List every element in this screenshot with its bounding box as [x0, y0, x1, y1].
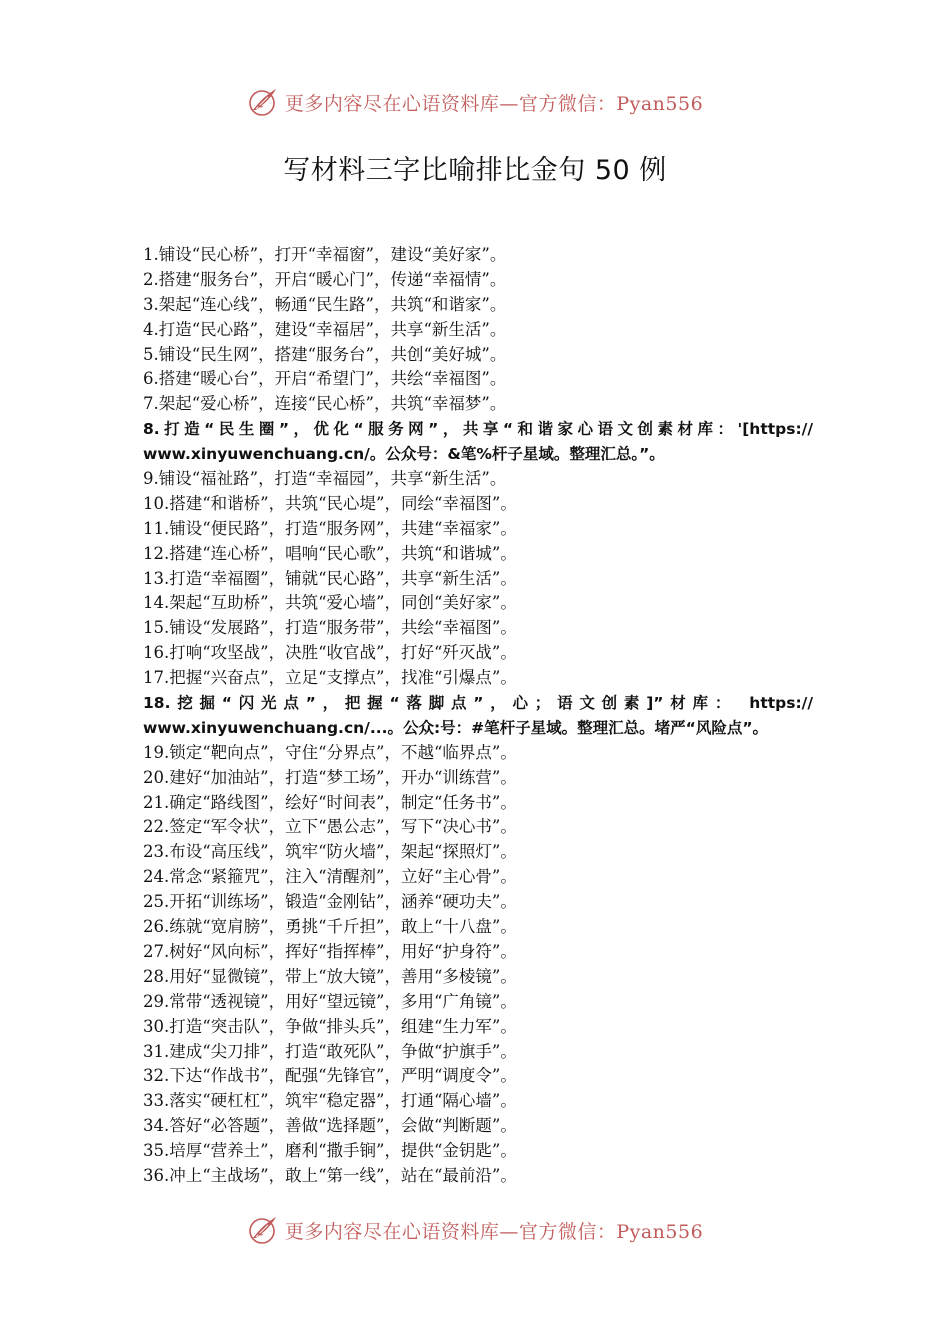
list-item: 6.搭建“暖心台”，开启“希望门”，共绘“幸福图”。 [143, 369, 507, 389]
list-item: 2.搭建“服务台”，开启“暖心门”，传递“幸福情”。 [143, 269, 507, 289]
content-list [143, 243, 813, 1189]
list-item: 20.建好“加油站”，打造“梦工场”，开办“训练营”。 [143, 767, 517, 787]
list-item: 26.练就“宽肩膀”，勇挑“千斤担”，敢上“十八盘”。 [143, 917, 517, 937]
list-item: 11.铺设“便民路”，打造“服务网”，共建“幸福家”。 [143, 518, 517, 538]
list-item: 14.架起“互助桥”，共筑“爱心墙”，同创“美好家”。 [143, 593, 517, 613]
list-item: 19.锁定“靶向点”，守住“分界点”，不越“临界点”。 [143, 742, 517, 762]
list-item: 9.铺设“福祉路”，打造“幸福园”，共享“新生活”。 [143, 469, 507, 489]
list-item-with-ad: www.xinyuwenchuang.cn/。公众号：&笔%杆子星域。整理汇总。”。 [143, 445, 665, 464]
header-watermark [0, 82, 950, 122]
list-item: 16.打响“攻坚战”，决胜“收官战”，打好“歼灭战”。 [143, 643, 517, 663]
footer-watermark [0, 1210, 950, 1250]
list-item: 36.冲上“主战场”，敢上“第一线”，站在“最前沿”。 [143, 1165, 517, 1185]
list-item: 24.常念“紧箍咒”，注入“清醒剂”，立好“主心骨”。 [143, 867, 517, 887]
page-title: 写材料三字比喻排比金句 50 例 [283, 155, 667, 186]
feather-pen-logo-icon [247, 1214, 279, 1246]
list-item: 32.下达“作战书”，配强“先锋官”，严明“调度令”。 [143, 1066, 517, 1086]
list-item-with-ad: 8.打造“民生圈”，优化“服务网”，共享“和谐家心语文创素材库：'[https:// [143, 420, 813, 439]
list-item: 28.用好“显微镜”，带上“放大镜”，善用“多棱镜”。 [143, 966, 517, 986]
list-item-with-ad: www.xinyuwenchuang.cn/...。公众:号：#笔杆子星域。整理汇总。堵严“风险点”。 [143, 718, 769, 737]
list-item: 4.打造“民心路”，建设“幸福居”，共享“新生活”。 [143, 319, 507, 339]
list-item: 12.搭建“连心桥”，唱响“民心歌”，共筑“和谐城”。 [143, 543, 517, 563]
list-item: 33.落实“硬杠杠”，筑牢“稳定器”，打通“隔心墙”。 [143, 1091, 517, 1111]
watermark-text: 更多内容尽在心语资料库—官方微信：Pyan556 [284, 92, 704, 115]
feather-pen-logo-icon [247, 86, 279, 118]
watermark-text: 更多内容尽在心语资料库—官方微信：Pyan556 [284, 1220, 704, 1243]
list-item: 34.答好“必答题”，善做“选择题”，会做“判断题”。 [143, 1116, 517, 1136]
list-item: 31.建成“尖刀排”，打造“敢死队”，争做“护旗手”。 [143, 1041, 517, 1061]
list-item: 17.把握“兴奋点”，立足“支撑点”，找准“引爆点”。 [143, 668, 517, 688]
list-item: 23.布设“高压线”，筑牢“防火墙”，架起“探照灯”。 [143, 842, 517, 862]
list-item: 30.打造“突击队”，争做“排头兵”，组建“生力军”。 [143, 1016, 517, 1036]
list-item: 5.铺设“民生网”，搭建“服务台”，共创“美好城”。 [143, 344, 507, 364]
list-item: 25.开拓“训练场”，锻造“金刚钻”，涵养“硬功夫”。 [143, 892, 517, 912]
list-item: 7.架起“爱心桥”，连接“民心桥”，共筑“幸福梦”。 [143, 394, 507, 414]
list-item: 3.架起“连心线”，畅通“民生路”，共筑“和谐家”。 [143, 294, 507, 314]
list-item: 22.签定“军令状”，立下“愚公志”，写下“决心书”。 [143, 817, 517, 837]
list-item: 10.搭建“和谐桥”，共筑“民心堤”，同绘“幸福图”。 [143, 493, 517, 513]
list-item: 15.铺设“发展路”，打造“服务带”，共绘“幸福图”。 [143, 618, 517, 638]
list-item: 1.铺设“民心桥”，打开“幸福窗”，建设“美好家”。 [143, 245, 507, 264]
list-item: 27.树好“风向标”，挥好“指挥棒”，用好“护身符”。 [143, 941, 517, 961]
list-item-with-ad: 18.挖掘“闪光点”，把握“落脚点”，心；语文创素]”材库： https:// [143, 694, 813, 713]
list-item: 35.培厚“营养土”，磨利“撒手锏”，提供“金钥匙”。 [143, 1141, 517, 1161]
list-item: 21.确定“路线图”，绘好“时间表”，制定“任务书”。 [143, 792, 517, 812]
list-item: 29.常带“透视镜”，用好“望远镜”，多用“广角镜”。 [143, 991, 517, 1011]
list-item: 13.打造“幸福圈”，铺就“民心路”，共享“新生活”。 [143, 568, 517, 588]
